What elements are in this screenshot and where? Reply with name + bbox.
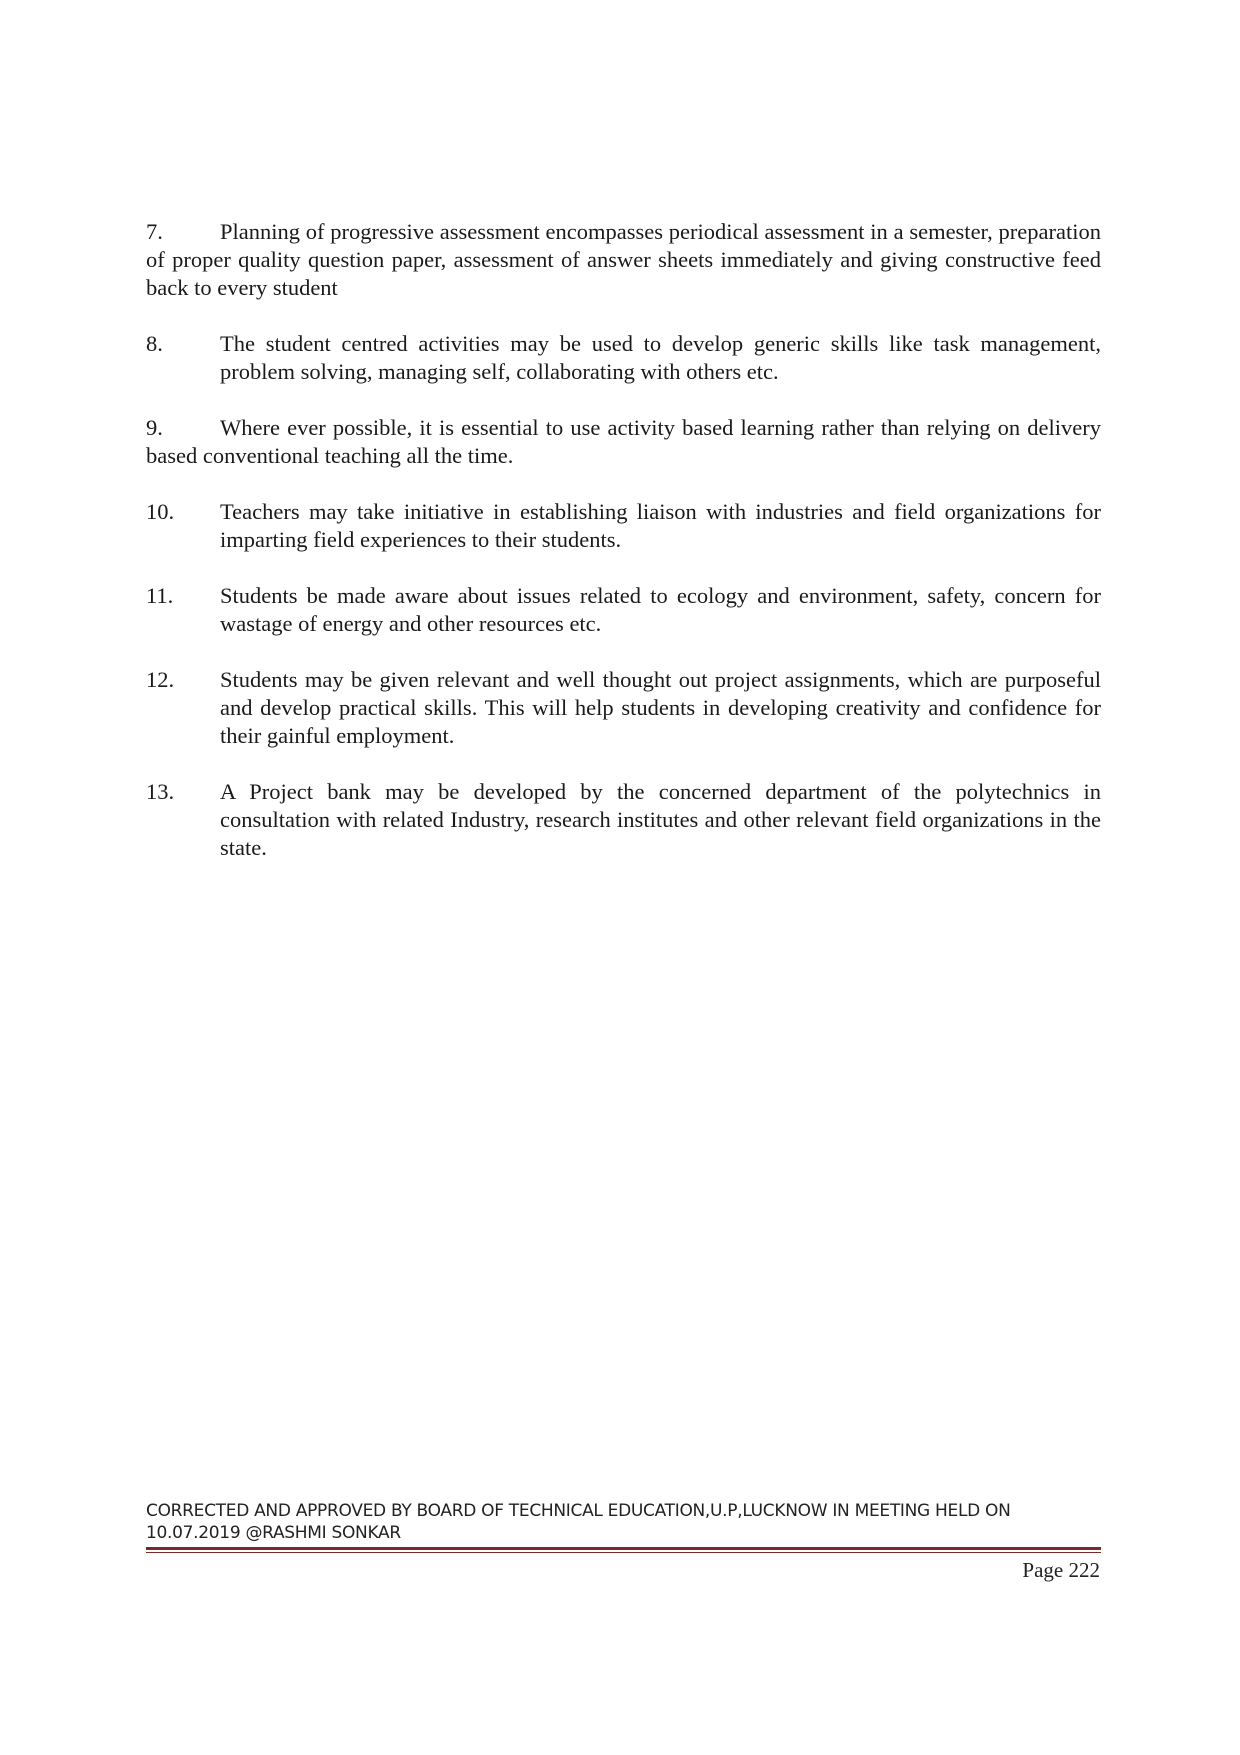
list-item <box>146 414 1101 470</box>
list-item-text: A Project bank may be developed by the concerned department of the polytechnics in consultation with related Industry, research institutes and other relevant field organizations in the state. <box>220 779 1101 860</box>
footer-approval-text: CORRECTED AND APPROVED BY BOARD OF TECHNICAL EDUCATION,U.P,LUCKNOW IN MEETING HELD ON 10.07.2019 @RASHMI SONKAR <box>146 1501 1011 1543</box>
list-item-number: 12. <box>146 667 175 692</box>
page-number: Page 222 <box>1022 1558 1100 1582</box>
list-item-number: 13. <box>146 779 175 804</box>
footer-divider-thin <box>146 1552 1101 1553</box>
footer-divider-thick <box>146 1547 1101 1550</box>
list-item <box>146 778 1101 862</box>
list-item-text: Where ever possible, it is essential to use activity based learning rather than relying on delivery based conventional teaching all the time. <box>146 415 1101 468</box>
numbered-list <box>146 218 1101 890</box>
list-item-number: 9. <box>146 415 163 440</box>
list-item <box>146 498 1101 554</box>
list-item-number: 8. <box>146 331 163 356</box>
list-item-number: 11. <box>146 583 174 608</box>
list-item-number: 7. <box>146 219 163 244</box>
list-item-text: Planning of progressive assessment encompasses periodical assessment in a semester, preparation of proper quality question paper, assessment of answer sheets immediately and giving constructive feed back to every student <box>146 219 1101 300</box>
list-item <box>146 218 1101 302</box>
list-item <box>146 666 1101 750</box>
list-item-number: 10. <box>146 499 175 524</box>
list-item-text: Students be made aware about issues related to ecology and environment, safety, concern for wastage of energy and other resources etc. <box>220 583 1101 636</box>
list-item-text: The student centred activities may be used to develop generic skills like task management, problem solving, managing self, collaborating with others etc. <box>220 331 1101 384</box>
list-item <box>146 582 1101 638</box>
list-item-text: Teachers may take initiative in establishing liaison with industries and field organizations for imparting field experiences to their students. <box>220 499 1101 552</box>
list-item <box>146 330 1101 386</box>
list-item-text: Students may be given relevant and well thought out project assignments, which are purposeful and develop practical skills. This will help students in developing creativity and confidence for their gainful employment. <box>220 667 1101 748</box>
